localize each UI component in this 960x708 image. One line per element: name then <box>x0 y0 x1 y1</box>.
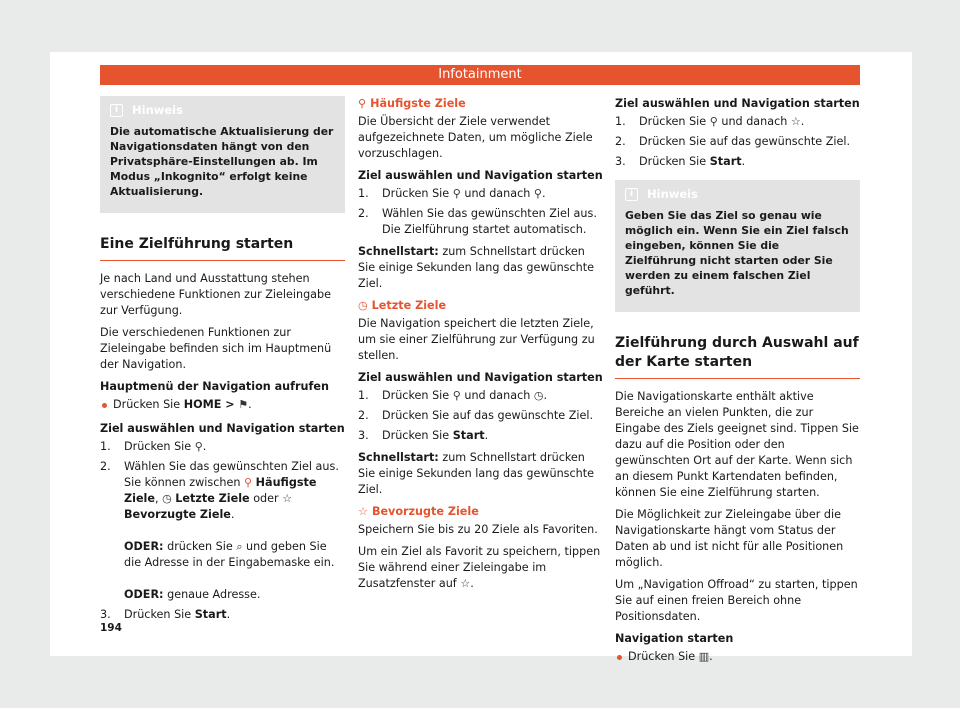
column-2: ⚲ Häufigste Ziele Die Übersicht der Ziele verwendet aufgezeichnete Daten, um mögliche Ziele vorzuschlagen. Ziel auswählen und Navigation starten 1. Drücken Sie ⚲ und danach ⚲. 2. Wählen Sie das gewünschten Ziel aus. Die Zielführung startet automatisch. Schnellstart: zum Schnellstart drücken Sie einige Sekunden lang das gewünschte Ziel. ◷ Letzte Ziele Die Navigation speichert die letzten Ziele, um sie einer Zielführung zur Verfügung zu stellen. Ziel auswählen und Navigation starten 1. Drücken Sie ⚲ und danach ◷. 2. Drücken Sie auf das gewünschte Ziel. 3. Drücken Sie Start. Schnellstart: zum Schnellstart drücken Sie einige Sekunden lang das gewünschte Ziel. ☆ Bevorzugte Ziele Speichern Sie bis zu 20 Ziele als Favoriten. Um ein Ziel als Favorit zu speichern, tippen Sie während einer Zieleingabe im Zusatzfenster auf ☆. <box>358 97 603 590</box>
star-icon: ☆ <box>282 492 293 505</box>
column-1: i Hinweis Die automatische Aktualisierung der Navigationsdaten hängt von den Privatsphäre-Einstellungen ab. Im Modus „Inkognito“ erfolgt keine Aktualisierung. Eine Zielführung starten Je nach Land und Ausstattung stehen verschiedene Funktionen zur Zieleingabe zur Verfügung. Die verschiedenen Funktionen zur Zieleingabe befinden sich im Hauptmenü der Navigation. Hauptmenü der Navigation aufrufen Drücken Sie HOME > ⚑. Ziel auswählen und Navigation starten 1. Drücken Sie ⚲. 2. Wählen Sie das gewünschten Ziel aus. Sie können zwischen ⚲ Häufigste Ziele, ◷ Letzte Ziele oder ☆ Bevorzugte Ziele. ODER: drücken Sie ⌕ und geben Sie die Adresse in der Eingabemaske ein. ODER: genaue Adresse. 3. Drücken Sie Start. <box>100 96 345 629</box>
star-icon: ☆ <box>358 505 369 518</box>
section-header: Infotainment <box>100 65 860 85</box>
steps-list: 1. Drücken Sie ⚲. 2. Wählen Sie das gewünschten Ziel aus. Sie können zwischen ⚲ Häufigste Ziele, ◷ Letzte Ziele oder ☆ Bevorzugte Ziele. ODER: drücken Sie ⌕ und geben Sie die Adresse in der Eingabemaske ein. ODER: genaue Adresse. 3. Drücken Sie Start. <box>100 440 339 621</box>
pin-icon: ⚲ <box>452 389 461 402</box>
pin-icon: ⚲ <box>452 187 461 200</box>
star-icon: ☆ <box>790 115 801 128</box>
section-heading: Eine Zielführung starten <box>100 235 345 261</box>
pin-icon: ⚲ <box>244 476 253 489</box>
hinweis-box: i Hinweis Die automatische Aktualisierung der Navigationsdaten hängt von den Privatsphäre-Einstellungen ab. Im Modus „Inkognito“ erfolgt keine Aktualisierung. <box>100 96 345 213</box>
section-heading: Zielführung durch Auswahl auf der Karte starten <box>615 334 860 379</box>
search-icon: ⌕ <box>236 540 243 553</box>
flag-icon: ⚑ <box>238 398 249 411</box>
hinweis-box: i Hinweis Geben Sie das Ziel so genau wie möglich ein. Wenn Sie ein Ziel falsch eingeben, können Sie die Zielführung nicht starten oder Sie werden zu einem falschen Ziel geführt. <box>615 180 860 312</box>
pin-icon: ⚲ <box>709 115 718 128</box>
pin-icon: ⚲ <box>533 187 542 200</box>
info-icon: i <box>110 104 123 117</box>
pin-icon: ⚲ <box>194 440 203 453</box>
pin-icon: ⚲ <box>358 97 367 110</box>
page-number: 194 <box>100 622 122 634</box>
column-3: Ziel auswählen und Navigation starten 1. Drücken Sie ⚲ und danach ☆. 2. Drücken Sie auf das gewünschte Ziel. 3. Drücken Sie Start. i Hinweis Geben Sie das Ziel so genau wie möglich ein. Wenn Sie ein Ziel falsch eingeben, können Sie die Zielführung nicht starten oder Sie werden zu einem falschen Ziel geführt. Zielführung durch Auswahl auf der Karte starten Die Navigationskarte enthält aktive Bereiche an vielen Punkten, die zur Eingabe des Ziels geeignet sind. Tippen Sie dazu auf die Position oder den gewünschten Ort auf der Karte. Wenn sich an diesem Punkt Kartendaten befinden, können Sie eine Zielführung starten. Die Möglichkeit zur Zieleingabe über die Navigationskarte hängt vom Status der Daten ab und ist nicht für alle Positionen möglich. Um „Navigation Offroad“ zu starten, tippen Sie auf einen freien Bereich ohne Positionsdaten. Navigation starten Drücken Sie ▥. <box>615 97 860 663</box>
info-icon: i <box>625 188 638 201</box>
map-icon: ▥ <box>698 650 710 663</box>
star-icon: ☆ <box>460 577 471 590</box>
clock-icon: ◷ <box>162 492 172 505</box>
clock-icon: ◷ <box>358 299 368 312</box>
clock-icon: ◷ <box>533 389 544 402</box>
bullet: Drücken Sie ▥. <box>615 649 860 665</box>
bullet: Drücken Sie HOME > ⚑. <box>100 397 345 413</box>
